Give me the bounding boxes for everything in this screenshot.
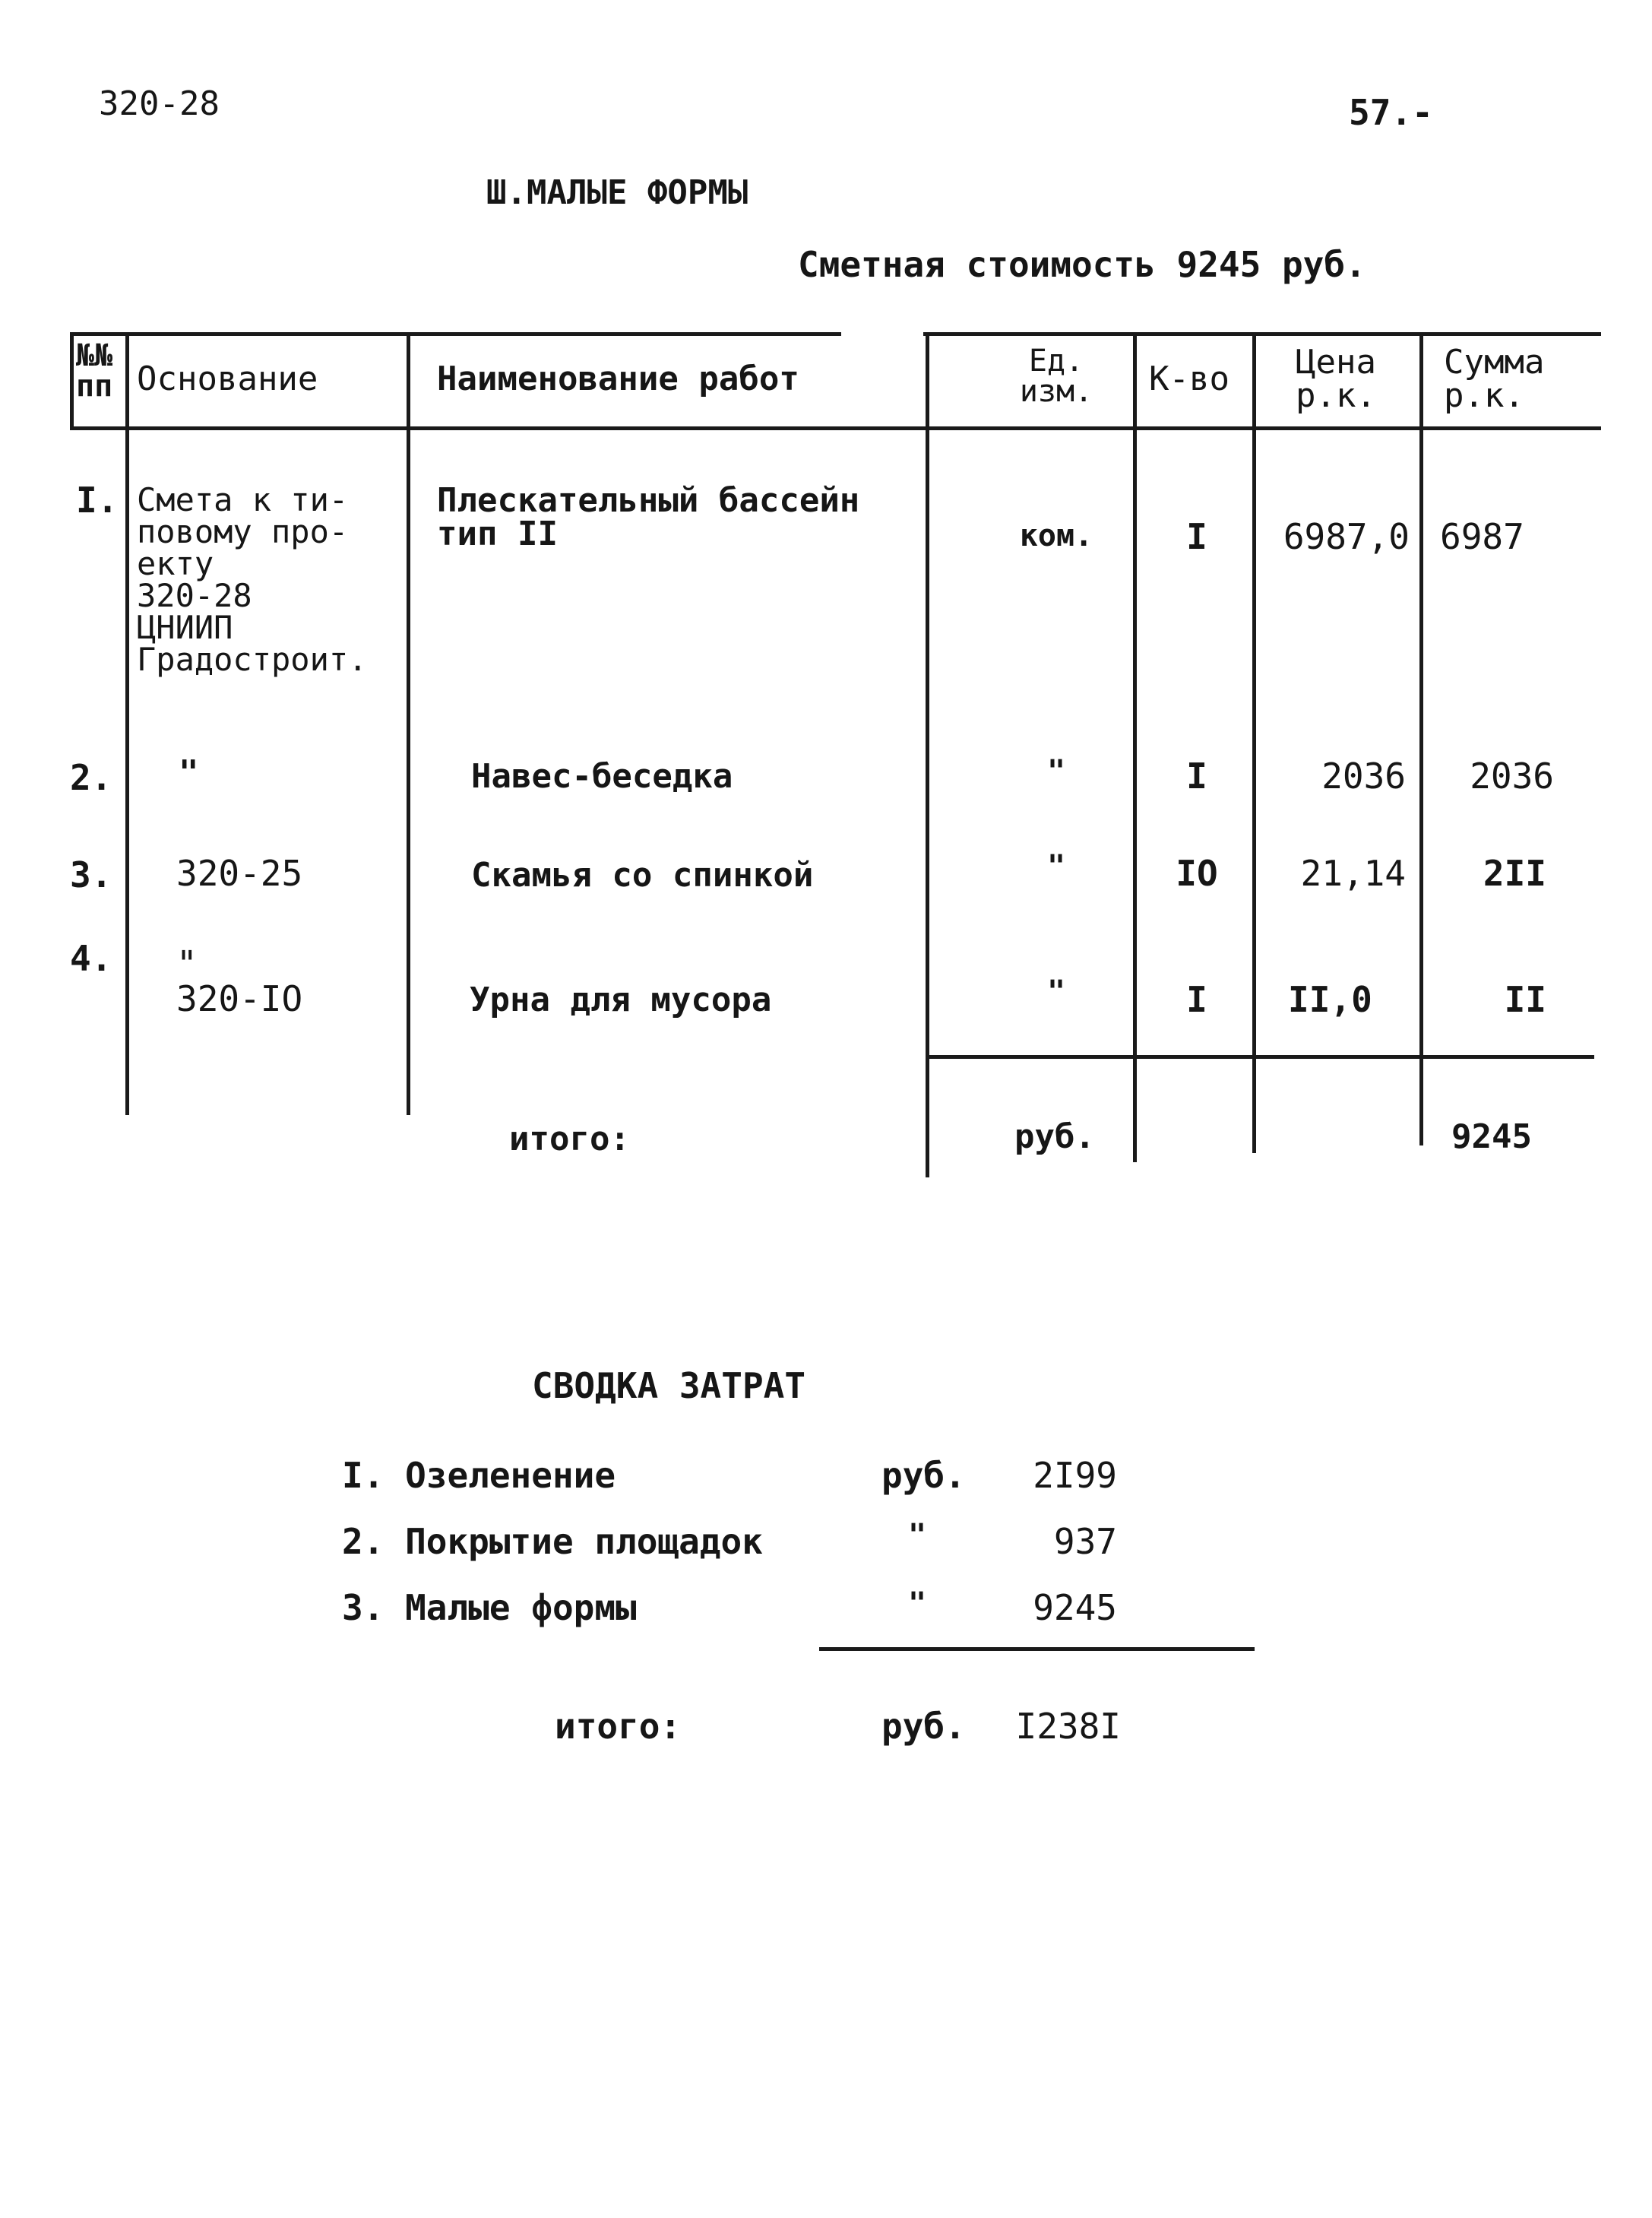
summary-item-label: I. Озеленение bbox=[342, 1455, 616, 1496]
summary-item-label: 3. Малые формы bbox=[342, 1587, 637, 1628]
row-sum: 2II bbox=[1483, 853, 1546, 894]
row-work-name: Плескательный бассейн тип II bbox=[437, 481, 860, 553]
row-sum: II bbox=[1504, 979, 1546, 1020]
header-sum: Сумма р.к. bbox=[1444, 343, 1545, 415]
row-price: 2036 bbox=[1321, 756, 1406, 797]
col-divider-qty bbox=[1252, 332, 1256, 1153]
table-header-divider bbox=[70, 426, 1601, 430]
header-unit: Ед. изм. bbox=[1019, 344, 1093, 409]
summary-item-label: 2. Покрытие площадок bbox=[342, 1521, 763, 1562]
summary-item-unit: руб. bbox=[881, 1455, 966, 1496]
row-price: II,0 bbox=[1288, 979, 1372, 1020]
row-number: 3. bbox=[70, 854, 112, 895]
row-qty: I bbox=[1186, 756, 1207, 797]
col-divider-price bbox=[1419, 332, 1423, 1145]
row-basis: " bbox=[179, 753, 199, 792]
summary-item-unit: " bbox=[908, 1586, 927, 1621]
row-number: 4. bbox=[70, 938, 112, 979]
row-qty: IO bbox=[1176, 853, 1218, 894]
row-unit: ком. bbox=[1019, 518, 1093, 553]
row-sum: 6987 bbox=[1440, 516, 1524, 557]
table-top-border bbox=[70, 332, 841, 336]
summary-total-unit: руб. bbox=[881, 1706, 966, 1747]
row-work-name: Урна для мусора bbox=[470, 981, 772, 1019]
row-basis: Смета к ти- повому про- екту 320-28 ЦНИИП Градостроит. bbox=[137, 481, 368, 678]
row-basis: " 320-IO bbox=[176, 943, 303, 1019]
total-sum: 9245 bbox=[1451, 1117, 1532, 1156]
summary-title: СВОДКА ЗАТРАТ bbox=[532, 1365, 806, 1406]
summary-total-value: I238I bbox=[1015, 1706, 1121, 1747]
header-basis: Основание bbox=[137, 360, 318, 398]
summary-total-label: итого: bbox=[555, 1706, 682, 1747]
summary-divider bbox=[819, 1647, 1255, 1651]
estimate-cost-line: Сметная стоимость 9245 руб. bbox=[798, 244, 1366, 285]
summary-item-value: 937 bbox=[1053, 1521, 1117, 1562]
col-divider-unit bbox=[1133, 332, 1137, 1162]
total-label: итого: bbox=[509, 1120, 630, 1158]
row-sum: 2036 bbox=[1470, 756, 1554, 797]
header-price: Цена р.к. bbox=[1296, 343, 1376, 415]
summary-item-unit: " bbox=[908, 1518, 927, 1553]
row-work-name: Навес-беседка bbox=[471, 757, 733, 796]
row-number: 2. bbox=[70, 757, 112, 798]
row-unit: " bbox=[1046, 754, 1066, 789]
row-price: 6987,0 bbox=[1283, 516, 1410, 557]
row-basis: 320-25 bbox=[176, 853, 303, 894]
document-number: 320-28 bbox=[99, 84, 220, 123]
summary-item-value: 2I99 bbox=[1033, 1455, 1117, 1496]
table-total-divider bbox=[926, 1055, 1594, 1059]
col-divider-name bbox=[926, 332, 929, 1177]
header-qty: К-во bbox=[1149, 360, 1230, 398]
col-divider-basis bbox=[407, 332, 410, 1115]
total-unit: руб. bbox=[1014, 1117, 1095, 1156]
col-divider-num bbox=[125, 332, 129, 1115]
row-qty: I bbox=[1186, 979, 1207, 1020]
row-unit: " bbox=[1046, 974, 1066, 1009]
summary-item-value: 9245 bbox=[1033, 1587, 1117, 1628]
row-price: 21,14 bbox=[1300, 853, 1406, 894]
row-qty: I bbox=[1186, 516, 1207, 557]
page-number: 57.- bbox=[1349, 92, 1433, 133]
header-name: Наименование работ bbox=[437, 360, 799, 398]
table-left-border bbox=[70, 332, 74, 426]
header-num: №№ пп bbox=[76, 338, 113, 404]
row-work-name: Скамья со спинкой bbox=[471, 856, 814, 895]
row-unit: " bbox=[1046, 849, 1066, 884]
section-title: Ш.МАЛЫЕ ФОРМЫ bbox=[486, 173, 748, 212]
row-number: I. bbox=[76, 480, 119, 521]
table-top-border-right bbox=[923, 332, 1601, 336]
